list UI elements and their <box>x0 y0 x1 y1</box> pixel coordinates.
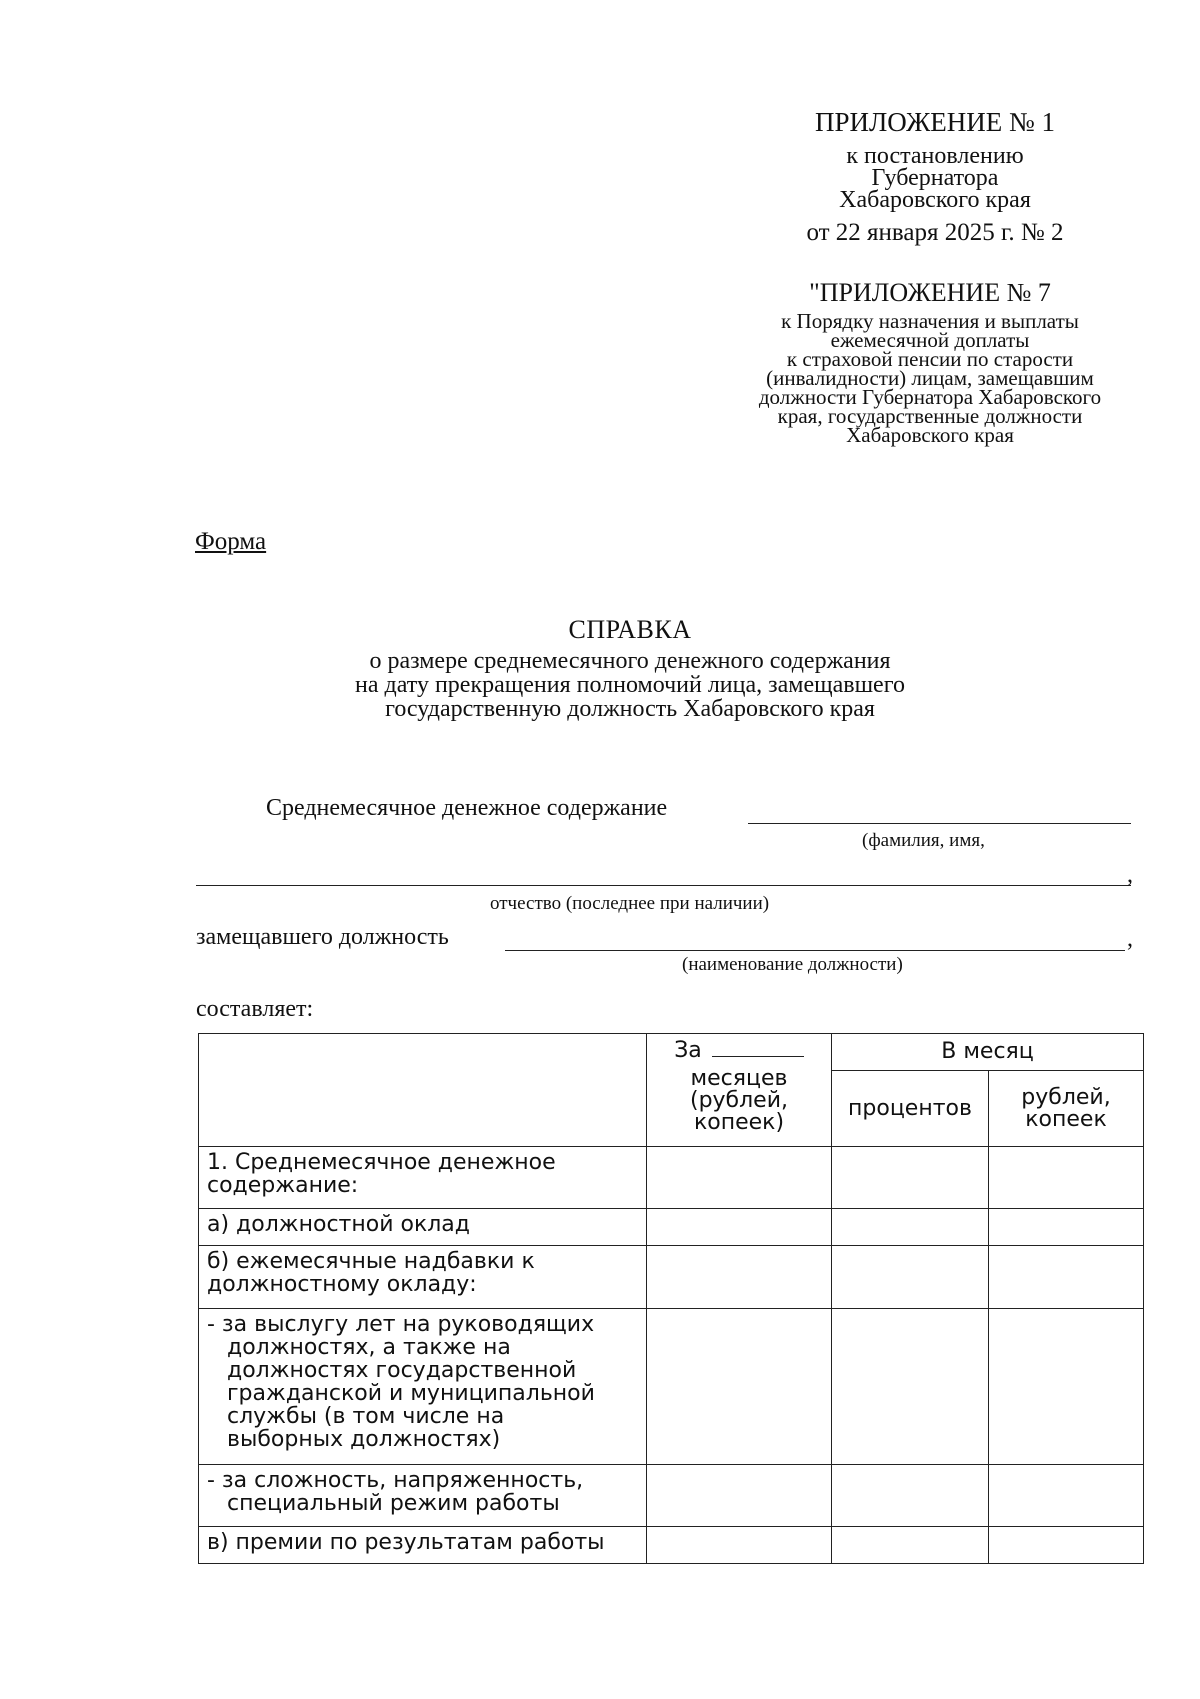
table-row <box>199 1246 1144 1309</box>
header-rubles <box>989 1071 1144 1147</box>
patronymic-input-line[interactable] <box>196 885 1131 886</box>
appendix-7-line: края, государственные должности <box>777 404 1083 428</box>
subtitle-line: о размере среднемесячного денежного содержания <box>369 648 891 674</box>
subtitle-line: на дату прекращения полномочий лица, замещавшего <box>355 672 905 698</box>
appendix-7-lines <box>720 309 1140 447</box>
value-cell[interactable] <box>989 1465 1144 1527</box>
value-cell[interactable] <box>832 1309 989 1465</box>
appendix-7-line: ежемесячной доплаты <box>830 328 1030 352</box>
avg-salary-label: Среднемесячное денежное содержание <box>266 795 668 821</box>
rubles-line: копеек <box>1025 1106 1107 1132</box>
comma: , <box>1127 926 1133 952</box>
form-label: Форма <box>195 528 267 555</box>
months-input-line[interactable] <box>712 1056 804 1057</box>
period-rest-line: (рублей, <box>689 1088 789 1113</box>
row-label-line: должностях, а также на <box>227 1335 511 1360</box>
name-input-line[interactable] <box>748 823 1131 824</box>
value-cell[interactable] <box>832 1465 989 1527</box>
document-subtitle <box>290 649 970 721</box>
row-label <box>199 1246 647 1309</box>
row-label-line: должностному окладу: <box>207 1272 477 1297</box>
row-label-line: в) премии по результатам работы <box>207 1530 605 1555</box>
row-label-line: специальный режим работы <box>227 1491 560 1516</box>
comma: , <box>1127 862 1133 888</box>
appendix-1-line: Губернатора <box>871 165 999 191</box>
appendix-7-number: "ПРИЛОЖЕНИЕ № 7 <box>809 278 1051 307</box>
patronymic-hint: отчество (последнее при наличии) <box>490 893 770 914</box>
appendix-1-line: Хабаровского края <box>839 187 1031 213</box>
row-label-line: - за выслугу лет на руководящих <box>207 1312 595 1337</box>
appendix-1-date: от 22 января 2025 г. № 2 <box>806 219 1064 246</box>
appendix-1-lines <box>740 145 1130 211</box>
value-cell[interactable] <box>647 1147 832 1209</box>
table-row <box>199 1209 1144 1246</box>
salary-table <box>198 1033 1144 1564</box>
appendix-7-line: Хабаровского края <box>846 423 1014 447</box>
period-rest-line: копеек) <box>693 1110 785 1135</box>
row-label-line: - за сложность, напряженность, <box>207 1468 584 1493</box>
value-cell[interactable] <box>989 1209 1144 1246</box>
position-input-line[interactable] <box>505 950 1125 951</box>
header-percent: процентов <box>832 1071 989 1147</box>
value-cell[interactable] <box>989 1527 1144 1564</box>
appendix-7-line: должности Губернатора Хабаровского <box>758 385 1102 409</box>
header-empty-cell <box>199 1034 647 1147</box>
appendix-7-header <box>720 278 1140 445</box>
row-label-line: а) должностной оклад <box>207 1212 471 1237</box>
row-label-line: содержание: <box>207 1173 359 1198</box>
period-rest-line: месяцев <box>690 1066 788 1091</box>
table-row <box>199 1147 1144 1209</box>
row-label <box>199 1209 647 1246</box>
appendix-1-number: ПРИЛОЖЕНИЕ № 1 <box>814 107 1056 137</box>
rubles-line: рублей, <box>1021 1084 1111 1110</box>
table-row <box>199 1309 1144 1465</box>
value-cell[interactable] <box>832 1147 989 1209</box>
appendix-1-line: к постановлению <box>846 143 1024 169</box>
table-row <box>199 1527 1144 1564</box>
header-per-month: В месяц <box>832 1034 1144 1071</box>
value-cell[interactable] <box>989 1246 1144 1309</box>
value-cell[interactable] <box>647 1309 832 1465</box>
row-label-line: 1. Среднемесячное денежное <box>207 1150 556 1175</box>
period-line <box>647 1040 831 1062</box>
value-cell[interactable] <box>832 1209 989 1246</box>
appendix-7-line: к Порядку назначения и выплаты <box>781 309 1079 333</box>
table-row <box>199 1465 1144 1527</box>
value-cell[interactable] <box>647 1246 832 1309</box>
name-hint: (фамилия, имя, <box>862 830 985 851</box>
row-label-line: б) ежемесячные надбавки к <box>207 1249 535 1274</box>
amounts-label: составляет: <box>196 996 314 1022</box>
position-label: замещавшего должность <box>196 924 449 950</box>
row-label-line: службы (в том числе на <box>227 1404 505 1429</box>
header-period-cell <box>647 1034 832 1147</box>
row-label-line: должностях государственной <box>227 1358 577 1383</box>
document-title-block <box>290 615 970 721</box>
value-cell[interactable] <box>647 1527 832 1564</box>
appendix-7-line: к страховой пенсии по старости <box>786 347 1074 371</box>
value-cell[interactable] <box>647 1209 832 1246</box>
row-label <box>199 1147 647 1209</box>
period-prefix: За <box>674 1038 702 1063</box>
row-label <box>199 1527 647 1564</box>
row-label-line: выборных должностях) <box>227 1427 501 1452</box>
row-label <box>199 1309 647 1465</box>
row-label-line: гражданской и муниципальной <box>227 1381 595 1406</box>
value-cell[interactable] <box>647 1465 832 1527</box>
value-cell[interactable] <box>989 1309 1144 1465</box>
subtitle-line: государственную должность Хабаровского края <box>385 696 875 722</box>
appendix-1-header <box>740 107 1130 247</box>
value-cell[interactable] <box>989 1147 1144 1209</box>
appendix-7-line: (инвалидности) лицам, замещавшим <box>766 366 1094 390</box>
position-hint: (наименование должности) <box>682 954 903 975</box>
document-title: СПРАВКА <box>568 615 692 644</box>
value-cell[interactable] <box>832 1527 989 1564</box>
value-cell[interactable] <box>832 1246 989 1309</box>
row-label <box>199 1465 647 1527</box>
